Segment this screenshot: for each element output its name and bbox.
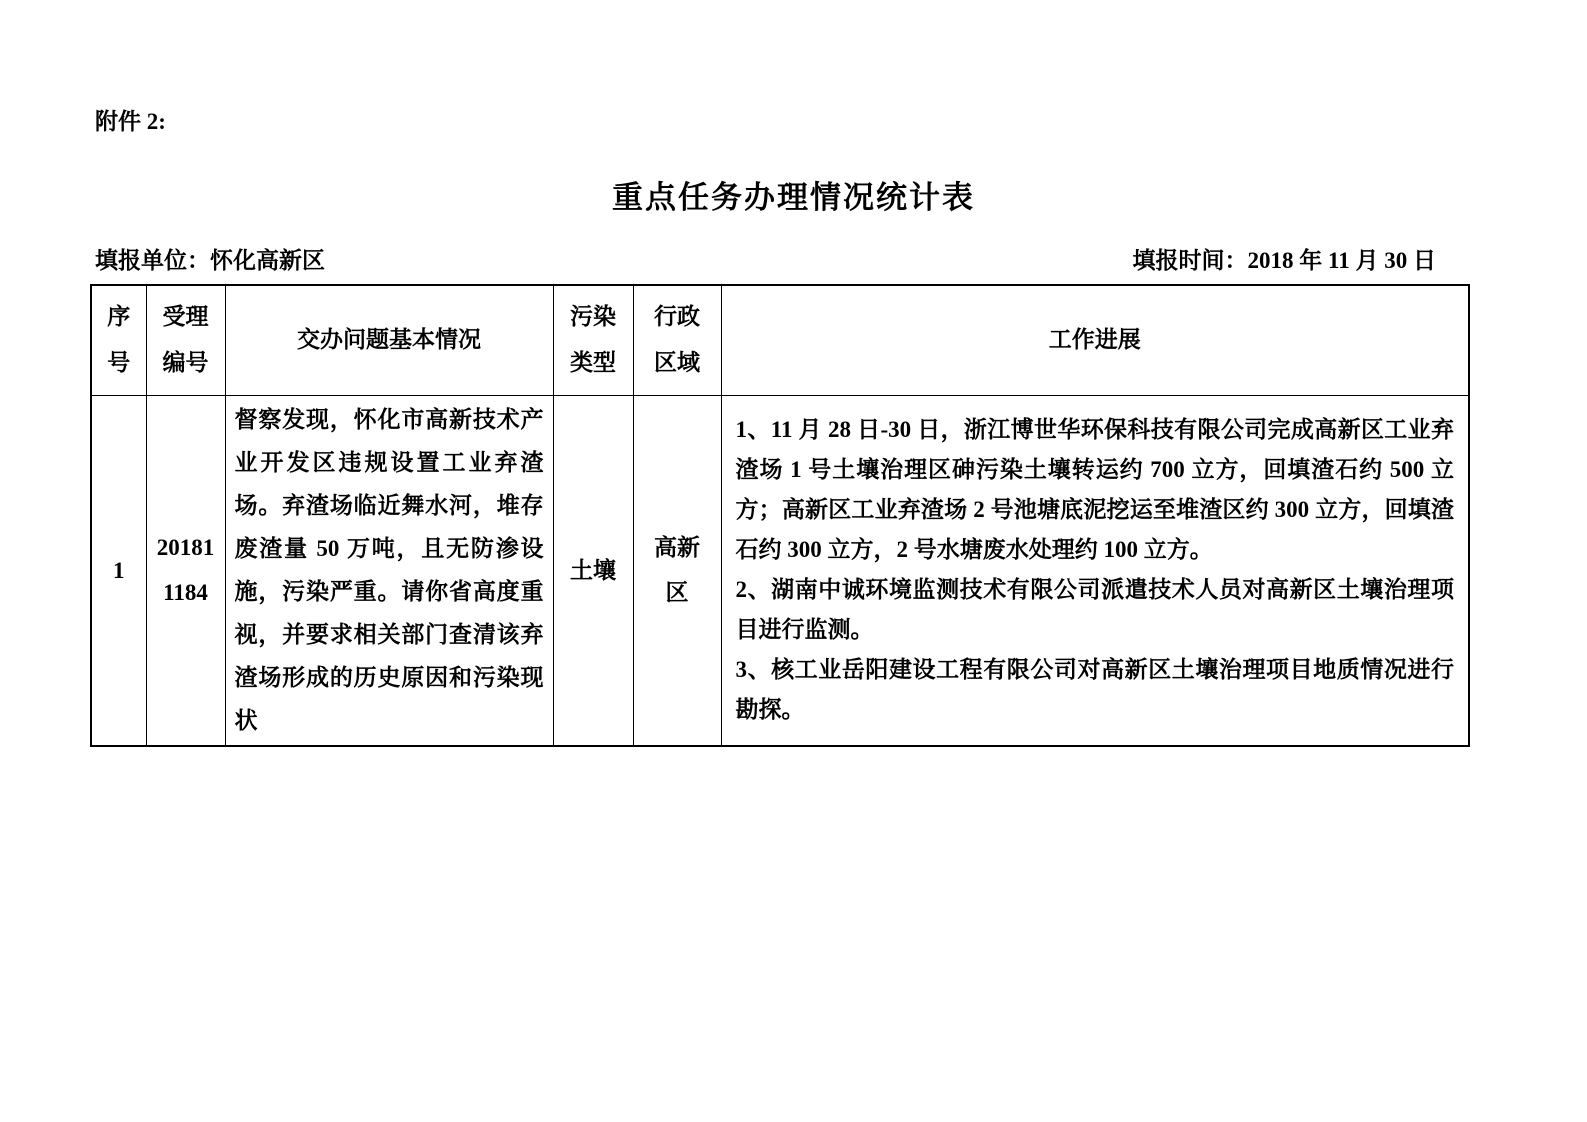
header-progress-line: 工作进展 <box>1048 327 1141 353</box>
header-region <box>633 285 721 395</box>
case-no-line: 1184 <box>163 580 208 606</box>
table-row <box>91 395 1469 746</box>
reporting-unit: 填报单位：怀化高新区 <box>95 248 325 273</box>
region-line: 区 <box>665 580 689 606</box>
page-title: 重点任务办理情况统计表 <box>612 180 975 215</box>
cell-progress <box>721 395 1469 746</box>
case-no-line: 20181 <box>156 535 215 561</box>
header-problem-line: 交办问题基本情况 <box>297 327 481 353</box>
header-progress <box>721 285 1469 395</box>
cell-problem: 督察发现，怀化市高新技术产业开发区违规设置工业弃渣场。弃渣场临近舞水河，堆存废渣量 50 万吨，且无防渗设施，污染严重。请你省高度重视，并要求相关部门查清该弃渣场形成的历史原因和污染现状 <box>225 395 553 746</box>
header-case-no-line: 受理 <box>162 304 209 330</box>
progress-item: 2、湖南中诚环境监测技术有限公司派遣技术人员对高新区土壤治理项目进行监测。 <box>735 577 1454 643</box>
meta-row <box>90 246 1468 276</box>
header-seq <box>91 285 146 395</box>
header-problem <box>225 285 553 395</box>
header-seq-line: 序 <box>107 304 131 330</box>
header-row <box>91 285 1469 395</box>
cell-pollution-type: 土壤 <box>553 395 633 746</box>
reporting-time: 填报时间：2018 年 11 月 30 日 <box>1132 248 1436 273</box>
progress-item: 1、11 月 28 日-30 日，浙江博世华环保科技有限公司完成高新区工业弃渣场 1 号土壤治理区砷污染土壤转运约 700 立方，回填渣石约 500 立方；高新区工业弃渣场 2 号池塘底泥挖运至堆渣区约 300 立方，回填渣石约 300 立方，2 号水塘废水处理约 100 立方。 <box>735 417 1454 563</box>
header-pollution-type-line: 类型 <box>570 350 616 376</box>
header-case-no-line: 编号 <box>162 350 209 376</box>
header-region-line: 行政 <box>654 304 700 330</box>
header-pollution-type <box>553 285 633 395</box>
attachment-label: 附件 2: <box>95 109 166 134</box>
cell-seq: 1 <box>91 395 146 746</box>
header-region-line: 区域 <box>654 350 700 376</box>
header-case-no <box>146 285 225 395</box>
cell-region <box>633 395 721 746</box>
header-seq-line: 号 <box>107 350 131 376</box>
tasks-table <box>90 284 1470 747</box>
progress-item: 3、核工业岳阳建设工程有限公司对高新区土壤治理项目地质情况进行勘探。 <box>735 657 1454 723</box>
region-line: 高新 <box>654 535 700 561</box>
cell-case-no <box>146 395 225 746</box>
header-pollution-type-line: 污染 <box>570 304 616 330</box>
